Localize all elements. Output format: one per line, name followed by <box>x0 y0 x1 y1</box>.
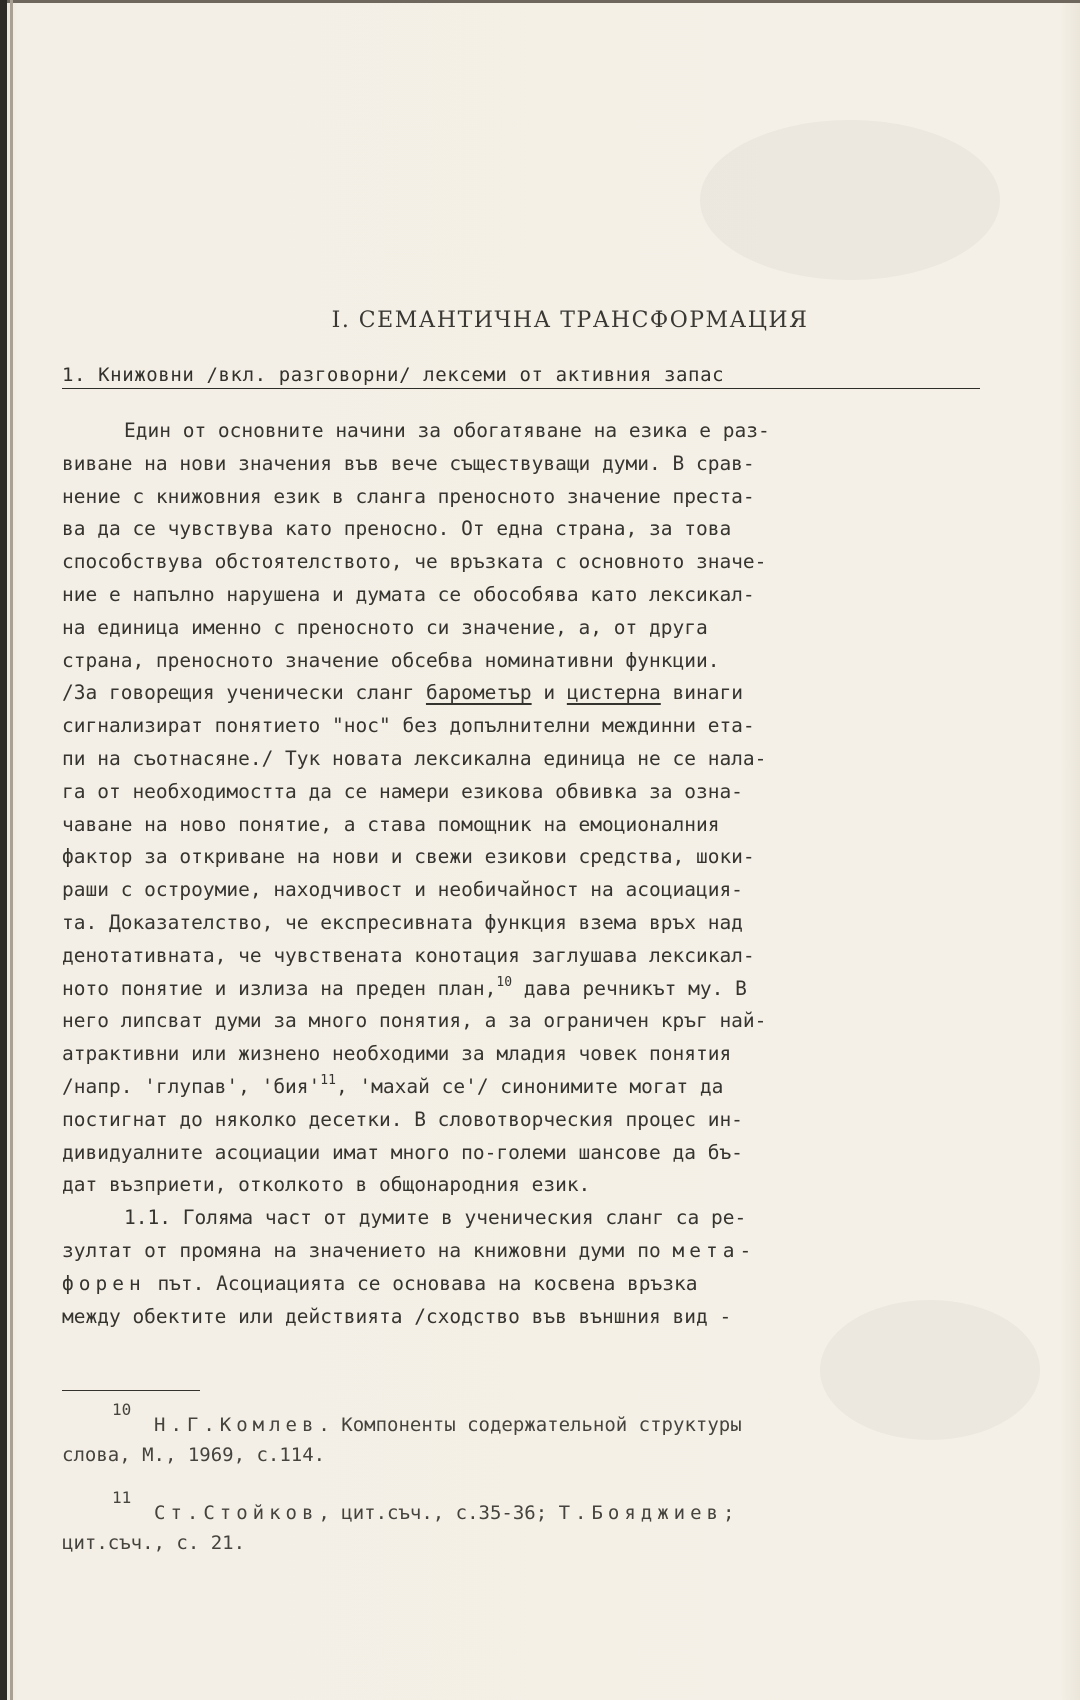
body-line: 1.1. Голяма част от думите в ученическия сланг са ре- <box>124 1206 747 1230</box>
text-run: ; <box>723 1502 735 1524</box>
body-line: способствува обстоятелството, че връзката с основното значе- <box>62 550 767 574</box>
body-line <box>62 1071 992 1104</box>
footnote-number: 10 <box>112 1400 132 1419</box>
binding-shadow <box>10 0 13 1700</box>
body-line: ва да се чувствува като преносно. От една страна, за това <box>62 517 732 541</box>
text-run: дава речникът му. В <box>512 976 747 1000</box>
underlined-term: барометър <box>425 681 532 705</box>
text-run: път. Асоциацията се основава на косвена връзка <box>145 1271 698 1295</box>
author-name: Т.Бояджиев <box>558 1502 723 1524</box>
underlined-term: цистерна <box>566 681 661 705</box>
body-line: денотативната, че чувствената конотация заглушава лексикал- <box>62 943 755 967</box>
body-line: виване на нови значения във вече съществуващи думи. В срав- <box>62 451 755 475</box>
body-text <box>62 415 992 1333</box>
footnote-ref: 10 <box>496 974 513 990</box>
body-line: сигнализират понятието "нос" без допълнителни междинни ета- <box>62 714 755 738</box>
spaced-term: мета- <box>672 1238 757 1262</box>
text-run: . Компоненты содержательной структуры <box>318 1414 742 1436</box>
body-line: фактор за откриване на нови и свежи езикови средства, шоки- <box>62 845 755 869</box>
body-line: на единица именно с преносното си значение, а, от друга <box>62 615 708 639</box>
binding-edge <box>0 0 7 1700</box>
footnotes <box>62 1400 992 1562</box>
section-heading: 1. Книжовни /вкл. разговорни/ лексеми от активния запас <box>62 364 980 389</box>
spaced-term: форен <box>62 1271 146 1295</box>
body-line: нение с книжовния език в сланга преносното значение преста- <box>62 484 755 508</box>
body-line: атрактивни или жизнено необходими за младия човек понятия <box>62 1042 732 1066</box>
body-line: постигнат до няколко десетки. В словотворческия процес ин- <box>62 1107 743 1131</box>
body-line <box>62 677 992 710</box>
author-name: Н.Г.Комлев <box>154 1414 319 1436</box>
body-line: га от необходимостта да се намери езикова обвивка за озна- <box>62 779 743 803</box>
body-line <box>62 1235 992 1268</box>
body-line: та. Доказателство, че експресивната функция взема връх над <box>62 910 743 934</box>
footnote-separator <box>62 1390 200 1391</box>
text-run: /напр. 'глупав', 'бия' <box>62 1074 321 1098</box>
footnote-line: слова, М., 1969, с.114. <box>62 1444 326 1466</box>
body-line <box>62 1268 992 1301</box>
body-line: между обектите или действията /сходство във външния вид - <box>62 1304 732 1328</box>
text-run: , цит.съч., с.35-36; <box>318 1502 559 1524</box>
author-name: Ст.Стойков <box>154 1502 319 1524</box>
body-line <box>62 973 992 1006</box>
body-line: пи на съотнасяне./ Тук новата лексикална единица не се нала- <box>62 746 767 770</box>
paper-stain <box>700 120 1000 280</box>
chapter-title: I. СЕМАНТИЧНА ТРАНСФОРМАЦИЯ <box>331 308 809 333</box>
footnote-number: 11 <box>112 1488 132 1507</box>
page-top-edge <box>0 0 1080 3</box>
footnote-ref: 11 <box>320 1072 336 1088</box>
text-run: ното понятие и излиза на преден план, <box>62 976 497 1000</box>
text-run: /За говорещия ученически сланг <box>62 681 426 705</box>
text-run: , 'махай се'/ синонимите могат да <box>335 1074 724 1098</box>
footnote-line: цит.съч., с. 21. <box>62 1532 246 1554</box>
text-run: и <box>531 681 567 705</box>
text-run: винаги <box>660 681 743 705</box>
body-line: чаване на ново понятие, а става помощник на емоционалния <box>62 812 720 836</box>
body-line: него липсват думи за много понятия, а за ограничен кръг най- <box>62 1009 767 1033</box>
body-line: ние е напълно нарушена и думата се обособява като лексикал- <box>62 582 755 606</box>
body-line: раши с остроумие, находчивост и необичайност на асоциация- <box>62 878 743 902</box>
body-line: Един от основните начини за обогатяване на езика е раз- <box>124 419 770 442</box>
body-line: дивидуалните асоциации имат много по-големи шансове да бъ- <box>62 1140 743 1164</box>
body-line: дат възприети, отколкото в общонародния език. <box>62 1173 591 1197</box>
body-line: страна, преносното значение обсебва номинативни функции. <box>62 648 720 672</box>
text-run: зултат от промяна на значението на книжовни думи по <box>62 1238 673 1262</box>
